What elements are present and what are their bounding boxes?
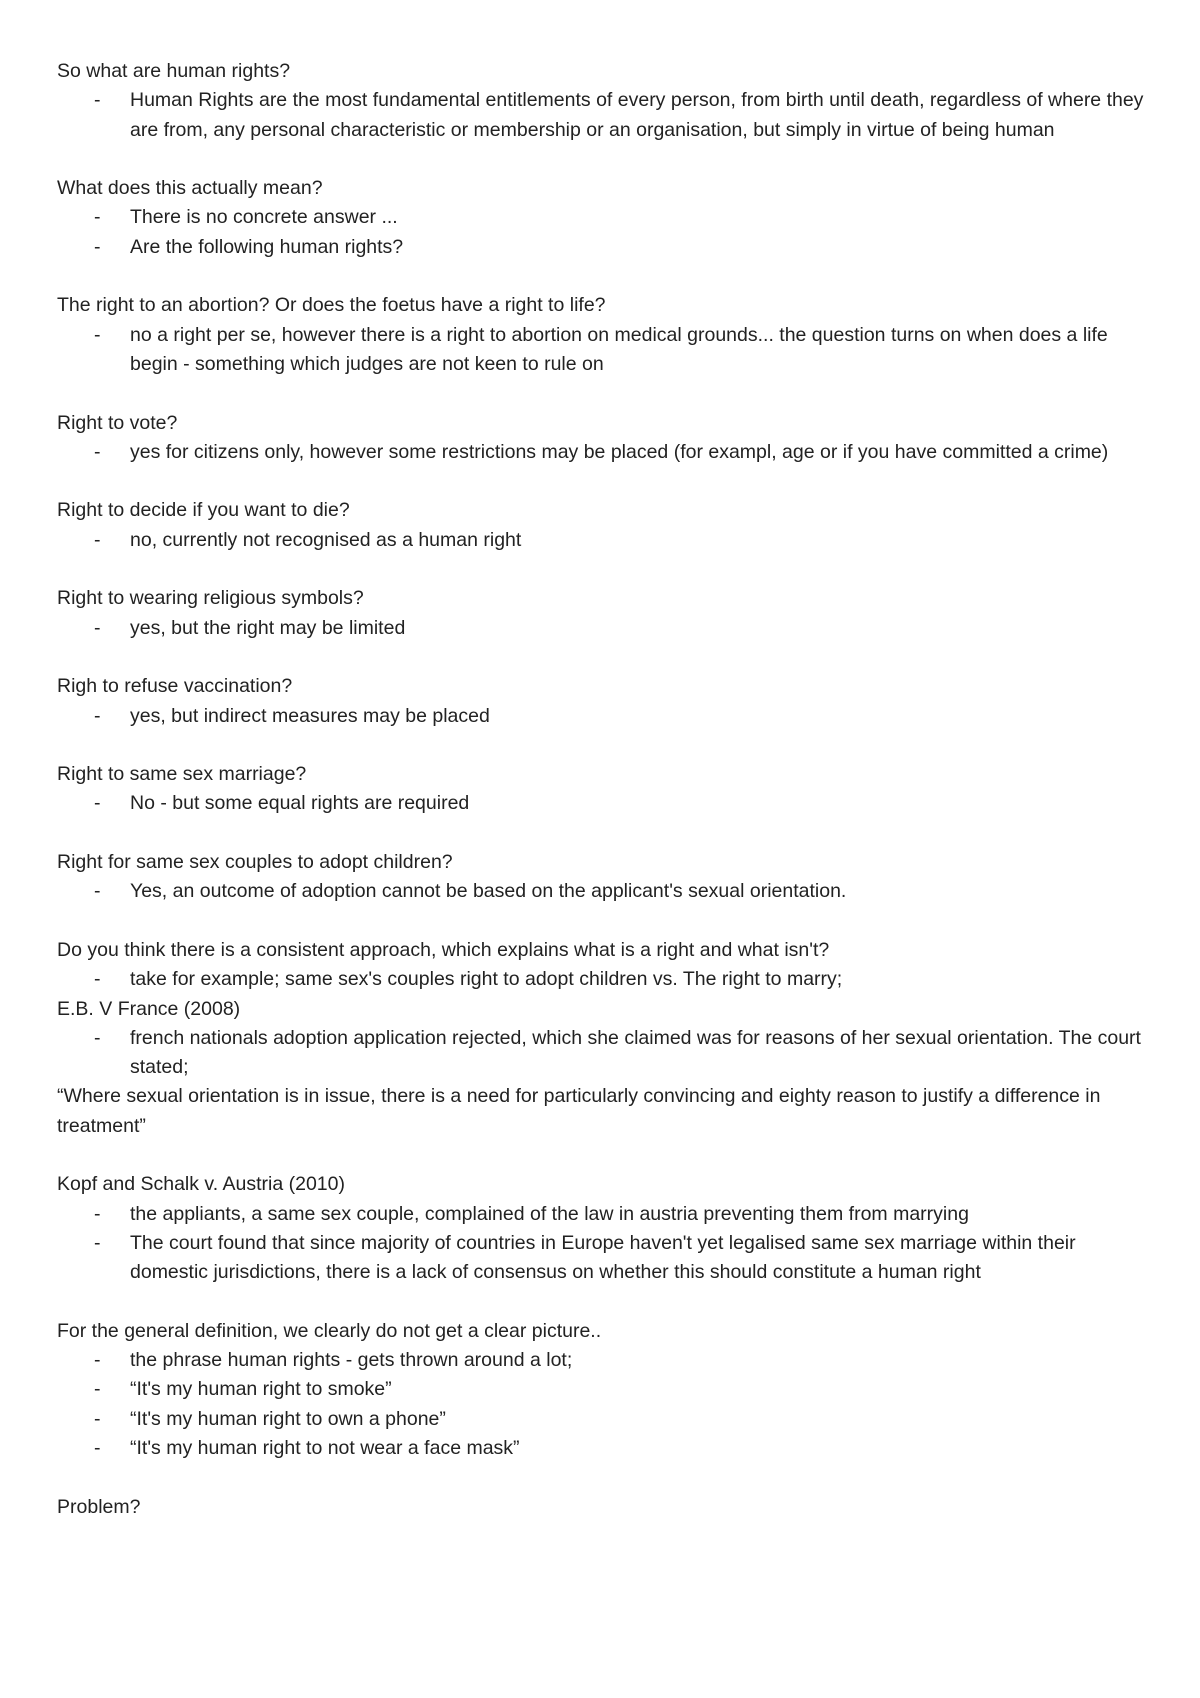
section-heading: Right to decide if you want to die? [57,499,350,522]
dash-bullet: - [94,1407,101,1430]
list-item-text: french nationals adoption application rejected, which she claimed was for reasons of her sexual orientation. The court stated; [130,1026,1141,1079]
dash-bullet: - [94,1378,101,1401]
bullet-list [57,438,1157,467]
bullet-list [57,877,1157,906]
list-item [57,614,1157,643]
dash-bullet: - [94,1231,101,1254]
list-item [57,86,1157,145]
spacer [57,379,1157,408]
list-item [57,526,1157,555]
dash-bullet: - [94,1436,101,1459]
list-item-text: no a right per se, however there is a right to abortion on medical grounds... the question turns on when does a life begin - something which judges are not keen to rule on [130,323,1108,375]
list-item-text: yes for citizens only, however some restrictions may be placed (for exampl, age or if you have committed a crime) [130,440,1109,463]
bullet-list [57,789,1157,818]
list-item-text: Are the following human rights? [130,235,404,258]
bullet-list [57,614,1157,643]
list-item [57,1024,1157,1083]
dash-bullet: - [94,89,101,112]
dash-bullet: - [94,323,101,346]
spacer [57,1287,1157,1316]
spacer [57,555,1157,584]
list-item [57,965,1157,994]
dash-bullet: - [94,206,101,229]
list-item-text: “It's my human right to not wear a face mask” [130,1436,520,1459]
dash-bullet: - [94,880,101,903]
spacer [57,907,1157,936]
list-item [57,1375,1157,1404]
spacer [57,643,1157,672]
section-heading: Right to wearing religious symbols? [57,587,364,610]
list-item [57,702,1157,731]
list-item-text: the appliants, a same sex couple, complained of the law in austria preventing them from marrying [130,1202,969,1225]
dash-bullet: - [94,1202,101,1225]
section-heading: What does this actually mean? [57,177,323,200]
bullet-list [57,965,1157,994]
bullet-list [57,526,1157,555]
section-heading: Right to same sex marriage? [57,763,307,786]
list-item-text: Yes, an outcome of adoption cannot be based on the applicant's sexual orientation. [130,880,847,903]
dash-bullet: - [94,704,101,727]
section-heading: Right to vote? [57,411,178,434]
dash-bullet: - [94,616,101,639]
document-body [57,57,1157,1522]
list-item [57,233,1157,262]
list-item-text: There is no concrete answer ... [130,206,398,229]
list-item-text: no, currently not recognised as a human right [130,528,522,551]
list-item-text: yes, but the right may be limited [130,616,406,639]
section-heading: Righ to refuse vaccination? [57,675,293,698]
spacer [57,819,1157,848]
dash-bullet: - [94,235,101,258]
bullet-list [57,1200,1157,1288]
dash-bullet: - [94,440,101,463]
spacer [57,145,1157,174]
list-item-text: No - but some equal rights are required [130,792,470,815]
spacer [57,731,1157,760]
list-item [57,1434,1157,1463]
spacer [57,1463,1157,1492]
list-item [57,789,1157,818]
section-heading: For the general definition, we clearly do not get a clear picture.. [57,1319,602,1342]
dash-bullet: - [94,792,101,815]
list-item-text: The court found that since majority of countries in Europe haven't yet legalised same sex marriage within their domestic jurisdictions, there is a lack of consensus on whether this should constitute a human right [130,1231,1076,1284]
list-item-text: the phrase human rights - gets thrown around a lot; [130,1349,573,1372]
dash-bullet: - [94,1349,101,1372]
list-item [57,877,1157,906]
list-item [57,321,1157,380]
list-item [57,1229,1157,1288]
list-item [57,1200,1157,1229]
closing-question: Problem? [57,1495,141,1518]
bullet-list [57,86,1157,145]
list-item-text: “It's my human right to own a phone” [130,1407,446,1430]
list-item [57,438,1157,467]
list-item [57,1346,1157,1375]
dash-bullet: - [94,968,101,991]
list-item-text: “It's my human right to smoke” [130,1378,392,1401]
bullet-list [57,702,1157,731]
section-heading: Do you think there is a consistent approach, which explains what is a right and what isn't? [57,938,830,961]
section-heading: The right to an abortion? Or does the foetus have a right to life? [57,294,606,317]
case-heading: E.B. V France (2008) [57,997,241,1020]
section-heading: Right for same sex couples to adopt children? [57,851,453,874]
list-item-text: take for example; same sex's couples right to adopt children vs. The right to marry; [130,968,843,991]
bullet-list [57,1346,1157,1463]
dash-bullet: - [94,1026,101,1049]
court-quote: “Where sexual orientation is in issue, there is a need for particularly convincing and eighty reason to justify a difference in treatment” [57,1085,1101,1137]
section-heading: So what are human rights? [57,60,291,82]
list-item [57,1405,1157,1434]
spacer [57,1141,1157,1170]
bullet-list [57,203,1157,262]
list-item-text: yes, but indirect measures may be placed [130,704,490,727]
bullet-list [57,321,1157,380]
list-item-text: Human Rights are the most fundamental entitlements of every person, from birth until death, regardless of where they are from, any personal characteristic or membership or an organisation, but simply in virtue of being human [130,89,1144,141]
case-heading: Kopf and Schalk v. Austria (2010) [57,1173,345,1196]
spacer [57,262,1157,291]
spacer [57,467,1157,496]
dash-bullet: - [94,528,101,551]
bullet-list [57,1024,1157,1083]
list-item [57,203,1157,232]
